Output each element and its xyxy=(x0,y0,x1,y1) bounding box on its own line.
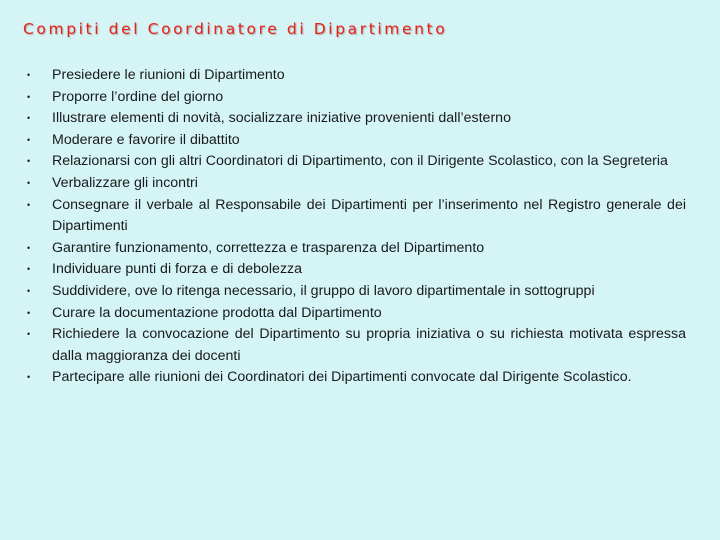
list-item xyxy=(27,87,686,109)
slide-title: Compiti del Coordinatore di Dipartimento xyxy=(23,20,448,38)
bullet-icon: • xyxy=(27,91,31,102)
list-item-text: Moderare e favorire il dibattito xyxy=(52,131,240,148)
list-item-text: Illustrare elementi di novità, socializzare iniziative provenienti dall’esterno xyxy=(52,110,511,127)
list-item-text: Suddividere, ove lo ritenga necessario, il gruppo di lavoro dipartimentale in sottogruppi xyxy=(52,282,595,299)
list-item xyxy=(27,303,686,325)
list-item-text: Consegnare il verbale al Responsabile dei Dipartimenti per l’inserimento nel Registro generale dei Dipartimenti xyxy=(52,196,686,235)
list-item xyxy=(27,130,686,152)
list-item xyxy=(27,195,686,238)
list-item xyxy=(27,173,686,195)
bullet-icon: • xyxy=(27,285,31,296)
bullet-icon: • xyxy=(27,307,31,318)
list-item-text: Richiedere la convocazione del Dipartimento su propria iniziativa o su richiesta motivata espressa dalla maggioranza dei docenti xyxy=(52,326,686,364)
list-item-text: Individuare punti di forza e di debolezza xyxy=(52,261,303,278)
list-item xyxy=(27,65,686,87)
list-item-text: Garantire funzionamento, correttezza e trasparenza del Dipartimento xyxy=(52,239,485,256)
duties-list xyxy=(27,65,686,389)
list-item xyxy=(27,324,686,367)
bullet-icon: • xyxy=(27,156,31,167)
list-item xyxy=(27,238,686,260)
bullet-icon: • xyxy=(27,264,31,275)
list-item-text: Proporre l’ordine del giorno xyxy=(52,88,224,105)
list-item xyxy=(27,151,686,173)
bullet-icon: • xyxy=(27,134,31,145)
list-item xyxy=(27,281,686,303)
list-item-text: Presiedere le riunioni di Dipartimento xyxy=(52,67,285,83)
bullet-icon: • xyxy=(27,329,31,340)
list-item-text: Verbalizzare gli incontri xyxy=(52,174,198,191)
bullet-icon: • xyxy=(27,199,31,210)
bullet-icon: • xyxy=(27,372,31,383)
list-item-text: Relazionarsi con gli altri Coordinatori di Dipartimento, con il Dirigente Scolastico, con la Segreteria xyxy=(52,153,668,170)
bullet-icon: • xyxy=(27,70,31,80)
bullet-icon: • xyxy=(27,177,31,188)
list-item xyxy=(27,108,686,130)
list-item-text: Curare la documentazione prodotta dal Dipartimento xyxy=(52,304,382,321)
list-item xyxy=(27,367,686,389)
list-item-text: Partecipare alle riunioni dei Coordinatori dei Dipartimenti convocate dal Dirigente Scolastico. xyxy=(52,369,632,386)
bullet-icon: • xyxy=(27,113,31,124)
list-item xyxy=(27,259,686,281)
bullet-icon: • xyxy=(27,242,31,253)
